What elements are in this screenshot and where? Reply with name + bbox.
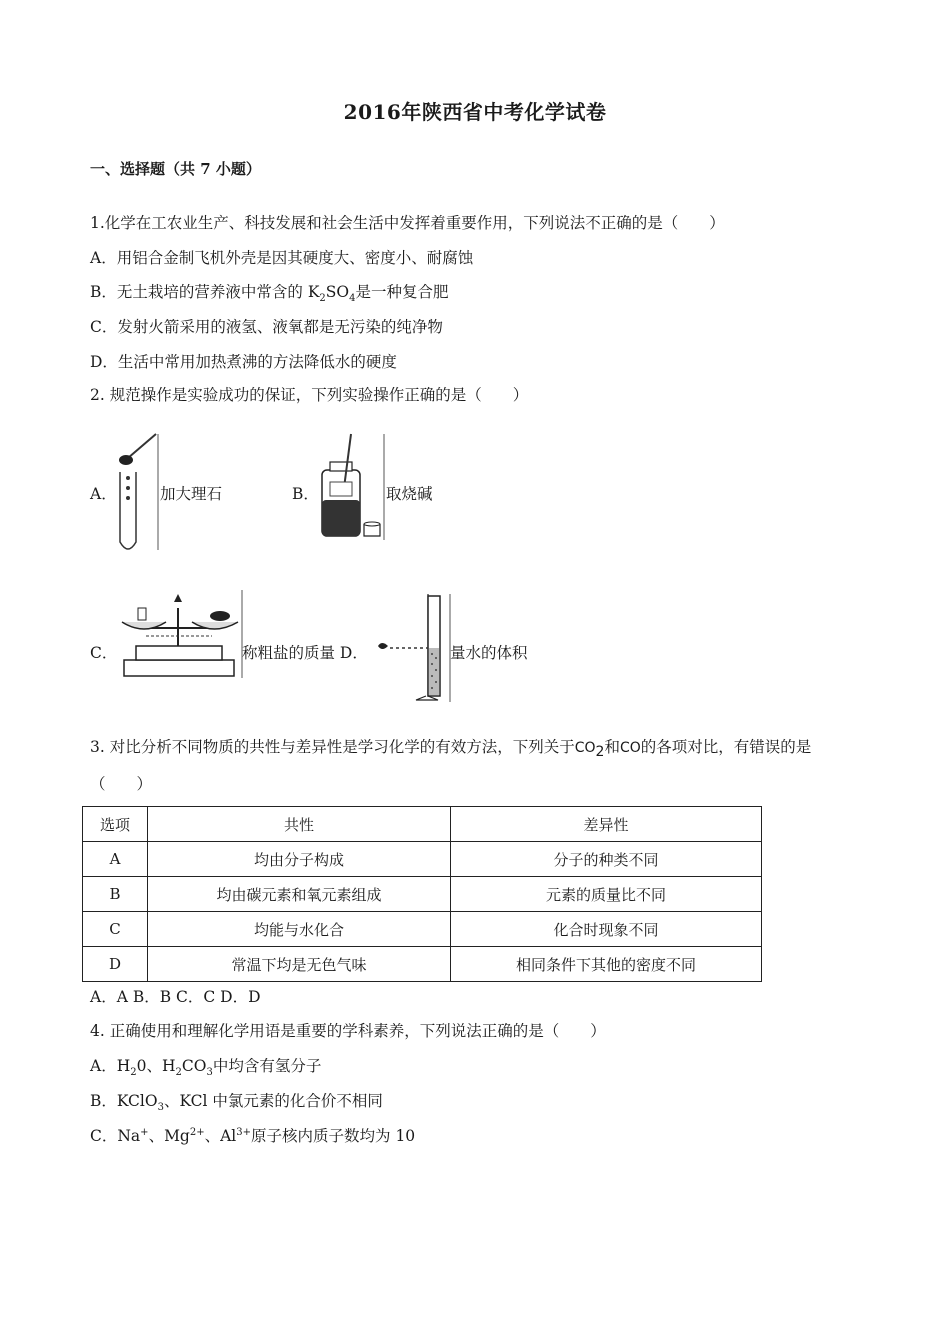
- table-row: [83, 912, 762, 947]
- q1-b-sub2: 4: [349, 293, 356, 305]
- q2-a-letter: A．: [90, 485, 117, 503]
- q4-stem: 4. 正确使用和理解化学用语是重要的学科素养，下列说法正确的是（ ）: [90, 1022, 606, 1040]
- q4-option-b: [90, 1090, 383, 1112]
- q4-option-a: [90, 1055, 321, 1077]
- table-cell: D: [83, 947, 148, 982]
- q3-stem: [90, 736, 811, 759]
- q1-option-a: A．用铝合金制飞机外壳是因其硬度大、密度小、耐腐蚀: [90, 249, 474, 267]
- q3-co2: CO: [574, 740, 596, 756]
- q3-co2-sub: 2: [595, 744, 605, 761]
- test-tube-figure: [112, 432, 162, 552]
- q4-a-post: 中均含有氢分子: [212, 1057, 322, 1075]
- table-cell: 分子的种类不同: [451, 842, 762, 877]
- q1-option-d: D．生活中常用加热煮沸的方法降低水的硬度: [90, 353, 397, 371]
- table-cell: 均由分子构成: [148, 842, 451, 877]
- q1-b-text: B．无土栽培的营养液中常含的 K: [90, 283, 320, 301]
- q3-and: 和: [604, 738, 620, 756]
- q4-c-mid1: 、Mg: [148, 1127, 190, 1145]
- graduated-cylinder-figure: [372, 592, 454, 704]
- q1-option-c: C．发射火箭采用的液氢、液氧都是无污染的纯净物: [90, 318, 443, 336]
- q4-option-c: [90, 1125, 415, 1147]
- q4-a-mid: 0、H: [136, 1057, 176, 1075]
- q2-c-letter: C．: [90, 644, 118, 662]
- q4-c-sup2: 2+: [189, 1126, 205, 1138]
- table-cell: 常温下均是无色气味: [148, 947, 451, 982]
- q1-stem: 1.化学在工农业生产、科技发展和社会生活中发挥着重要作用，下列说法不正确的是（ ）: [90, 214, 725, 232]
- q4-a-mid2: CO: [181, 1057, 207, 1075]
- table-header-row: [83, 807, 762, 842]
- q3-co: CO: [619, 740, 641, 756]
- reagent-bottle-figure: [318, 432, 388, 542]
- q4-c-pre: C．Na: [90, 1127, 141, 1145]
- q2-c-text: 称粗盐的质量 D．: [242, 644, 368, 662]
- table-cell: 均能与水化合: [148, 912, 451, 947]
- q4-c-sup3: 3+: [236, 1126, 252, 1138]
- q4-a-sub2: 2: [175, 1067, 182, 1079]
- q2-b-text: 取烧碱: [386, 485, 433, 503]
- q2-stem: 2. 规范操作是实验成功的保证，下列实验操作正确的是（ ）: [90, 386, 529, 404]
- comparison-table: [82, 806, 762, 982]
- q4-a-pre: A．H: [90, 1057, 131, 1075]
- q2-d-text: 量水的体积: [450, 644, 528, 662]
- table-cell: 均由碳元素和氧元素组成: [148, 877, 451, 912]
- q4-a-sub3: 3: [206, 1067, 213, 1079]
- section-heading: 一、选择题（共 7 小题）: [90, 160, 261, 178]
- table-header-cell: 差异性: [451, 807, 762, 842]
- q4-c-post: 原子核内质子数均为 10: [251, 1127, 416, 1145]
- q4-b-sub: 3: [157, 1102, 164, 1114]
- q3-stem-post: 的各项对比，有错误的是: [640, 738, 812, 756]
- table-cell: 化合时现象不同: [451, 912, 762, 947]
- table-cell: 元素的质量比不同: [451, 877, 762, 912]
- table-cell: A: [83, 842, 148, 877]
- q2-a-text: 加大理石: [160, 485, 223, 503]
- q1-b-sub1: 2: [319, 293, 326, 305]
- table-cell: B: [83, 877, 148, 912]
- q4-c-mid2: 、Al: [204, 1127, 237, 1145]
- table-header-cell: 共性: [148, 807, 451, 842]
- q3-stem-pre: 3. 对比分析不同物质的共性与差异性是学习化学的有效方法，下列关于: [90, 738, 575, 756]
- page-title: 2016年陕西省中考化学试卷: [343, 100, 607, 124]
- q4-a-sub1: 2: [130, 1067, 137, 1079]
- table-header-cell: 选项: [83, 807, 148, 842]
- q1-option-b: [90, 281, 449, 303]
- balance-scale-figure: [116, 588, 246, 680]
- q4-b-pre: B．KClO: [90, 1092, 158, 1110]
- q1-b-mid: SO: [325, 283, 350, 301]
- q2-b-letter: B．: [292, 485, 319, 503]
- q3-paren: （ ）: [90, 775, 153, 793]
- table-row: [83, 842, 762, 877]
- q3-options: A．A B．B C．C D．D: [90, 988, 261, 1006]
- q4-b-post: 、KCl 中氯元素的化合价不相同: [163, 1092, 383, 1110]
- table-row: [83, 947, 762, 982]
- q4-c-sup1: +: [140, 1126, 149, 1138]
- q1-b-post: 是一种复合肥: [355, 283, 449, 301]
- table-cell: C: [83, 912, 148, 947]
- table-row: [83, 877, 762, 912]
- table-cell: 相同条件下其他的密度不同: [451, 947, 762, 982]
